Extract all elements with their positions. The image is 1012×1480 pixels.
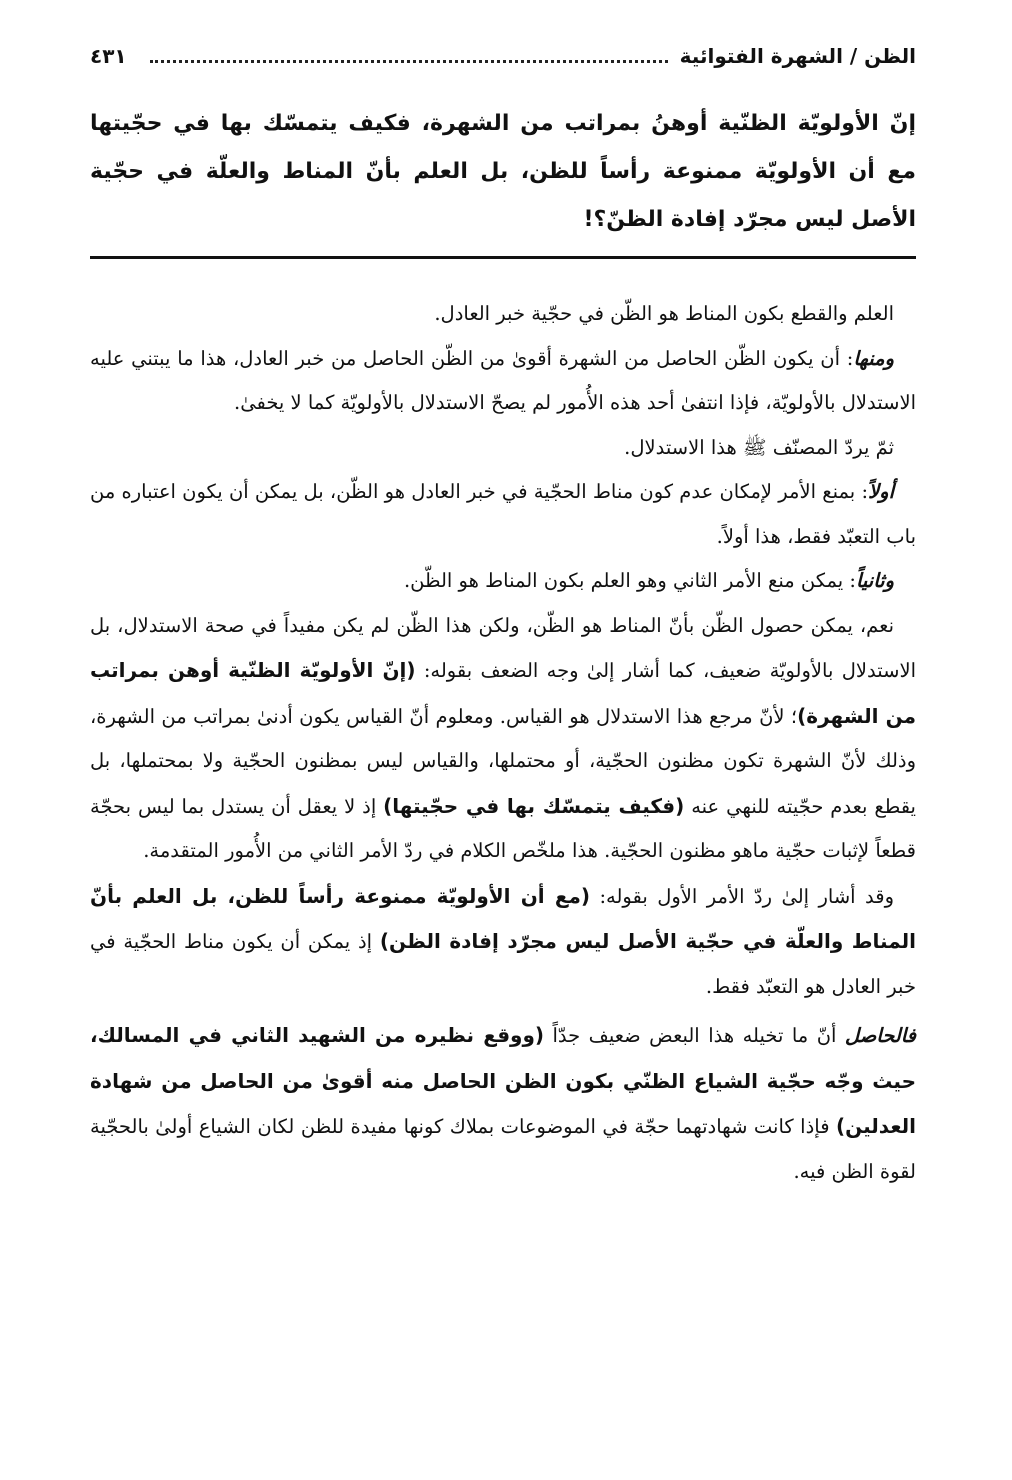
paragraph [90,559,916,604]
keyword-term: أولاً [868,480,894,503]
paragraph-text: : أن يكون الظّن الحاصل من الشهرة أقوىٰ من الظّن الحاصل من خبر العادل، هذا ما يبتني عليه الاستدلال بالأولويّة، فإذا انتفىٰ أحد هذه الأُمور لم يصحّ الاستدلال بالأولويّة كما لا يخفىٰ. [90,346,916,414]
bold-quote: (إنّ الأولويّة الظنّية أوهن بمراتب من الشهرة) [90,658,916,728]
paragraph [90,470,916,559]
bold-quote: (فكيف يتمسّك بها في حجّيتها) [383,793,685,818]
paragraph [90,337,916,426]
paragraph [90,426,916,471]
paragraph-text: ثمّ يردّ المصنّف ﷺ هذا الاستدلال. [624,435,894,459]
bold-quote: (مع أن الأولويّة ممنوعة رأساً للظن، بل العلم بأنّ المناط والعلّة في حجّية الأصل ليس مجرّد إفادة الظن) [90,883,916,953]
quoted-text-block: إنّ الأولويّة الظنّية أوهنُ بمراتب من الشهرة، فكيف يتمسّك بها في حجّيتها مع أن الأولويّة ممنوعة رأساً للظن، بل العلم بأنّ المناط والعلّة في حجّية الأصل ليس مجرّد إفادة الظنّ؟! [90,111,916,232]
paragraph-text: فإذا كانت شهادتهما حجّة في الموضوعات بملاك كونها مفيدة للظن لكان الشياع أولىٰ بالحجّية لقوة الظن فيه. [90,1115,916,1183]
header-title: الظن / الشهرة الفتوائية [679,44,916,68]
paragraph [90,1013,916,1194]
page-number: ٤٣١ [90,44,127,68]
paragraph [90,874,916,1010]
paragraph-text: : بمنع الأمر لإمكان عدم كون مناط الحجّية في خبر العادل هو الظّن، بل يمكن أن يكون اعتباره من باب التعبّد فقط، هذا أولاً. [90,480,916,548]
paragraph-text: وقد أشار إلىٰ ردّ الأمر الأول بقوله: [590,884,895,908]
running-header [90,38,916,78]
commentary-body [90,292,916,1194]
paragraph-text: ؛ لأنّ مرجع هذا الاستدلال هو القياس. ومعلوم أنّ القياس يكون أدنىٰ بمراتب من الشهرة، وذلك لأنّ الشهرة تكون مظنون الحجّية، أو محتملها، والقياس ليس بمظنون الحجّية ولا بمحتملها، بل يقطع بعدم حجّيته للنهي عنه [90,704,916,818]
header-leader-dots [150,60,668,63]
separator-line [90,256,916,259]
paragraph [90,604,916,874]
keyword-term: فالحاصل [844,1024,916,1047]
paragraph-text: نعم، يمكن حصول الظّن بأنّ المناط هو الظّن، ولكن هذا الظّن لم يكن مفيداً في صحة الاستدلال، بل الاستدلال بالأولويّة ضعيف، كما أشار إلىٰ وجه الضعف بقوله: [90,613,916,682]
paragraph-text: العلم والقطع بكون المناط هو الظّن في حجّية خبر العادل. [434,302,894,325]
document-page [90,0,916,1480]
paragraph [90,292,916,337]
paragraph-text: أنّ ما تخيله هذا البعض ضعيف جدّاً [544,1024,845,1047]
keyword-term: وثانياً [855,569,894,592]
keyword-term: ومنها [853,346,894,370]
bold-quote: (ووقع نظيره من الشهيد الثاني في المسالك، حيث وجّه حجّية الشياع الظنّي بكون الظن الحاصل منه أقوىٰ من الحاصل من شهادة العدلين) [90,1023,916,1138]
paragraph-text: إذ لا يعقل أن يستدل بما ليس بحجّة قطعاً لإثبات حجّية ماهو مظنون الحجّية. هذا ملخّص الكلام في ردّ الأمر الثاني من الأُمور المتقدمة. [90,794,916,862]
paragraph-text: إذ يمكن أن يكون مناط الحجّية في خبر العادل هو التعبّد فقط. [90,930,916,998]
paragraph-text: : يمكن منع الأمر الثاني وهو العلم بكون المناط هو الظّن. [403,569,856,592]
